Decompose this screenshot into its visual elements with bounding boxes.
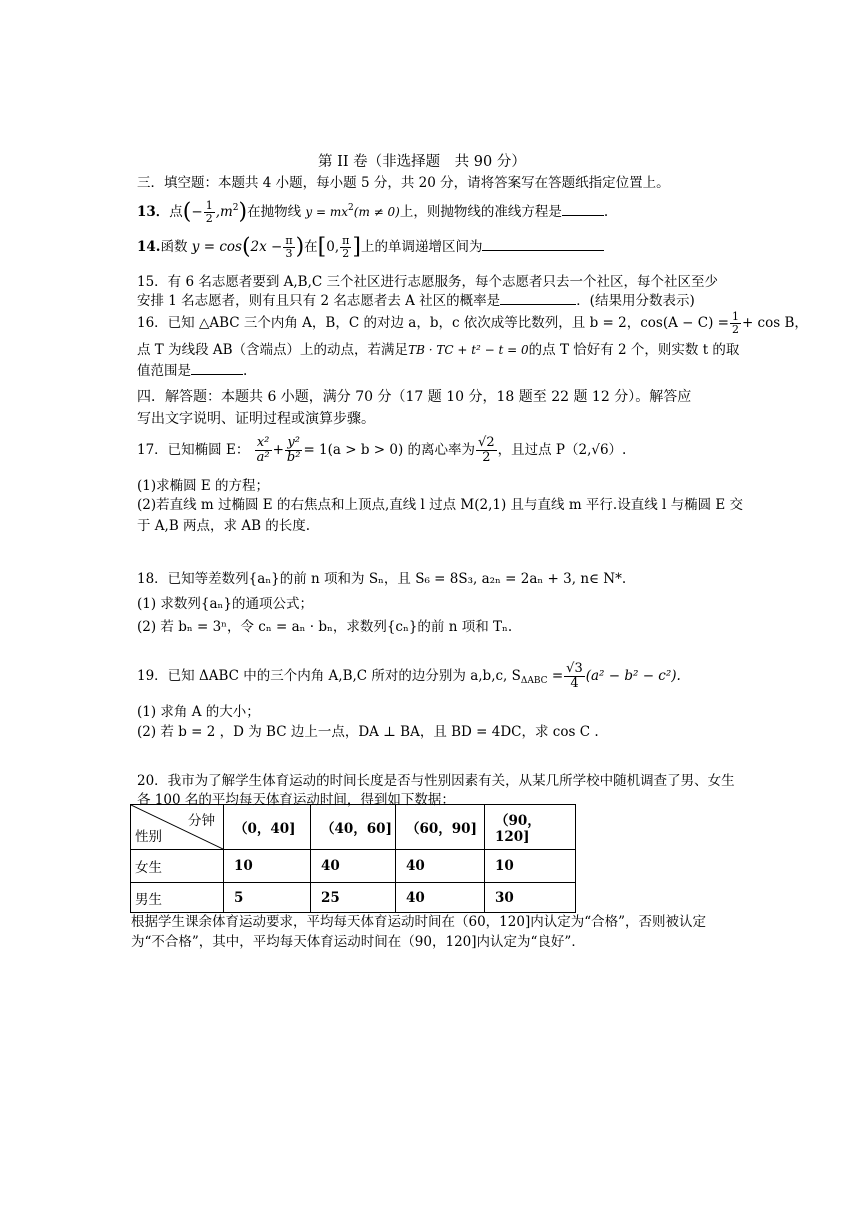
corner-top-label: 分钟 bbox=[188, 813, 215, 829]
question-20-after-2: 为“不合格”，其中，平均每天体育运动时间在（90，120]内认定为“良好”． bbox=[131, 934, 585, 950]
question-17-part2-b: 于 A,B 两点，求 AB 的长度. bbox=[137, 518, 311, 534]
question-18-part1: (1) 求数列{aₙ}的通项公式； bbox=[137, 596, 313, 612]
question-16-line3: 值范围是 . bbox=[137, 359, 247, 379]
table-header-cell: （40，60] bbox=[311, 805, 396, 850]
table-header-cell: （90，120] bbox=[485, 805, 576, 850]
question-16-line1: 16．已知 △ABC 三个内角 A，B，C 的对边 a，b，c 依次成等比数列，且 b = 2，cos(A − C) = $\frac{1}{2}$ + cos B， bbox=[137, 310, 808, 336]
data-table bbox=[130, 804, 576, 913]
part4-heading-2: 写出文字说明、证明过程或演算步骤。 bbox=[137, 411, 375, 427]
table-header-cell: （0，40] bbox=[224, 805, 311, 850]
question-19-part1: (1) 求角 A 的大小； bbox=[137, 704, 260, 720]
question-16-line2: 点 T 为线段 AB（含端点）上的动点，若满足TB · TC + t² − t = 0的点 T 恰好有 2 个，则实数 t 的取 bbox=[137, 342, 740, 358]
question-17-part2-a: (2)若直线 m 过椭圆 E 的右焦点和上顶点,直线 l 过点 M(2,1) 且与直线 m 平行.设直线 l 与椭圆 E 交 bbox=[137, 497, 744, 513]
table-header-row bbox=[131, 805, 576, 850]
section-title: 第 II 卷（非选择题 共 90 分） bbox=[318, 154, 526, 170]
question-15-line2: 安排 1 名志愿者，则有且只有 2 名志愿者去 A 社区的概率是 ．(结果用分数表示) bbox=[137, 289, 695, 309]
part3-heading: 三．填空题：本题共 4 小题，每小题 5 分，共 20 分，请将答案写在答题纸指定位置上。 bbox=[137, 175, 670, 191]
table-header-cell: （60，90] bbox=[396, 805, 485, 850]
table-row bbox=[131, 850, 576, 883]
question-17-stem: 17．已知椭圆 E： $\frac{\text{x²}}{\text{a²}}$ + $\frac{\text{y²}}{\text{b²}}$ = 1(a > b > 0) 的离心率为 $\frac{√2}{2}$ ，且过点 P（2,√6）. bbox=[137, 435, 627, 465]
question-13: 13．点(− $\frac{1}{2}$ $,m^2$)在抛物线 $y = mx^2(m \ne 0)$上，则抛物线的准线方程是 . bbox=[137, 199, 609, 225]
table-cell: 40 bbox=[311, 850, 396, 883]
table-cell: 40 bbox=[396, 850, 485, 883]
table-cell: 30 bbox=[485, 883, 576, 913]
table-cell: 5 bbox=[224, 883, 311, 913]
question-17-part1: (1)求椭圆 E 的方程； bbox=[137, 478, 270, 494]
table-cell: 10 bbox=[485, 850, 576, 883]
table-corner-cell bbox=[131, 805, 224, 850]
question-18-stem: 18．已知等差数列{aₙ}的前 n 项和为 Sₙ，且 S₆ = 8S₃, a₂ₙ = 2aₙ + 3, n∈ N*. bbox=[137, 571, 627, 587]
question-20-line2: 各 100 名的平均每天体育运动时间，得到如下数据： bbox=[137, 792, 455, 808]
table-row bbox=[131, 883, 576, 913]
question-20-after-1: 根据学生课余体育运动要求，平均每天体育运动时间在（60，120]内认定为“合格”，否则被认定 bbox=[131, 914, 707, 930]
part4-heading-1: 四．解答题：本题共 6 小题，满分 70 分（17 题 10 分，18 题至 22 题 12 分）。解答应 bbox=[137, 389, 692, 405]
question-14: 14.函数 y = cos(2x − $\frac{\pi}{3}$ )在[0, $\frac{\pi}{2}$ ]上的单调递增区间为 bbox=[137, 232, 604, 263]
question-19-stem: 19．已知 ΔABC 中的三个内角 A,B,C 所对的边分别为 a,b,c, $S_{\Delta ABC}$ = $\frac{√3}{4}$ (a² − b² − c²). bbox=[137, 661, 681, 691]
table-row-label: 男生 bbox=[131, 883, 224, 913]
corner-bottom-label: 性别 bbox=[135, 829, 162, 845]
question-15-line1: 15．有 6 名志愿者要到 A,B,C 三个社区进行志愿服务，每个志愿者只去一个社区，每个社区至少 bbox=[137, 274, 719, 290]
question-19-part2: (2) 若 b = 2 ，D 为 BC 边上一点，DA ⊥ BA，且 BD = 4DC，求 cos C . bbox=[137, 724, 599, 740]
table-cell: 10 bbox=[224, 850, 311, 883]
table-cell: 25 bbox=[311, 883, 396, 913]
table-row-label: 女生 bbox=[131, 850, 224, 883]
question-18-part2: (2) 若 bₙ = 3ⁿ，令 cₙ = aₙ · bₙ，求数列{cₙ}的前 n 项和 Tₙ. bbox=[137, 619, 513, 635]
table-cell: 40 bbox=[396, 883, 485, 913]
question-20-line1: 20．我市为了解学生体育运动的时间长度是否与性别因素有关，从某几所学校中随机调查了男、女生 bbox=[137, 773, 735, 789]
